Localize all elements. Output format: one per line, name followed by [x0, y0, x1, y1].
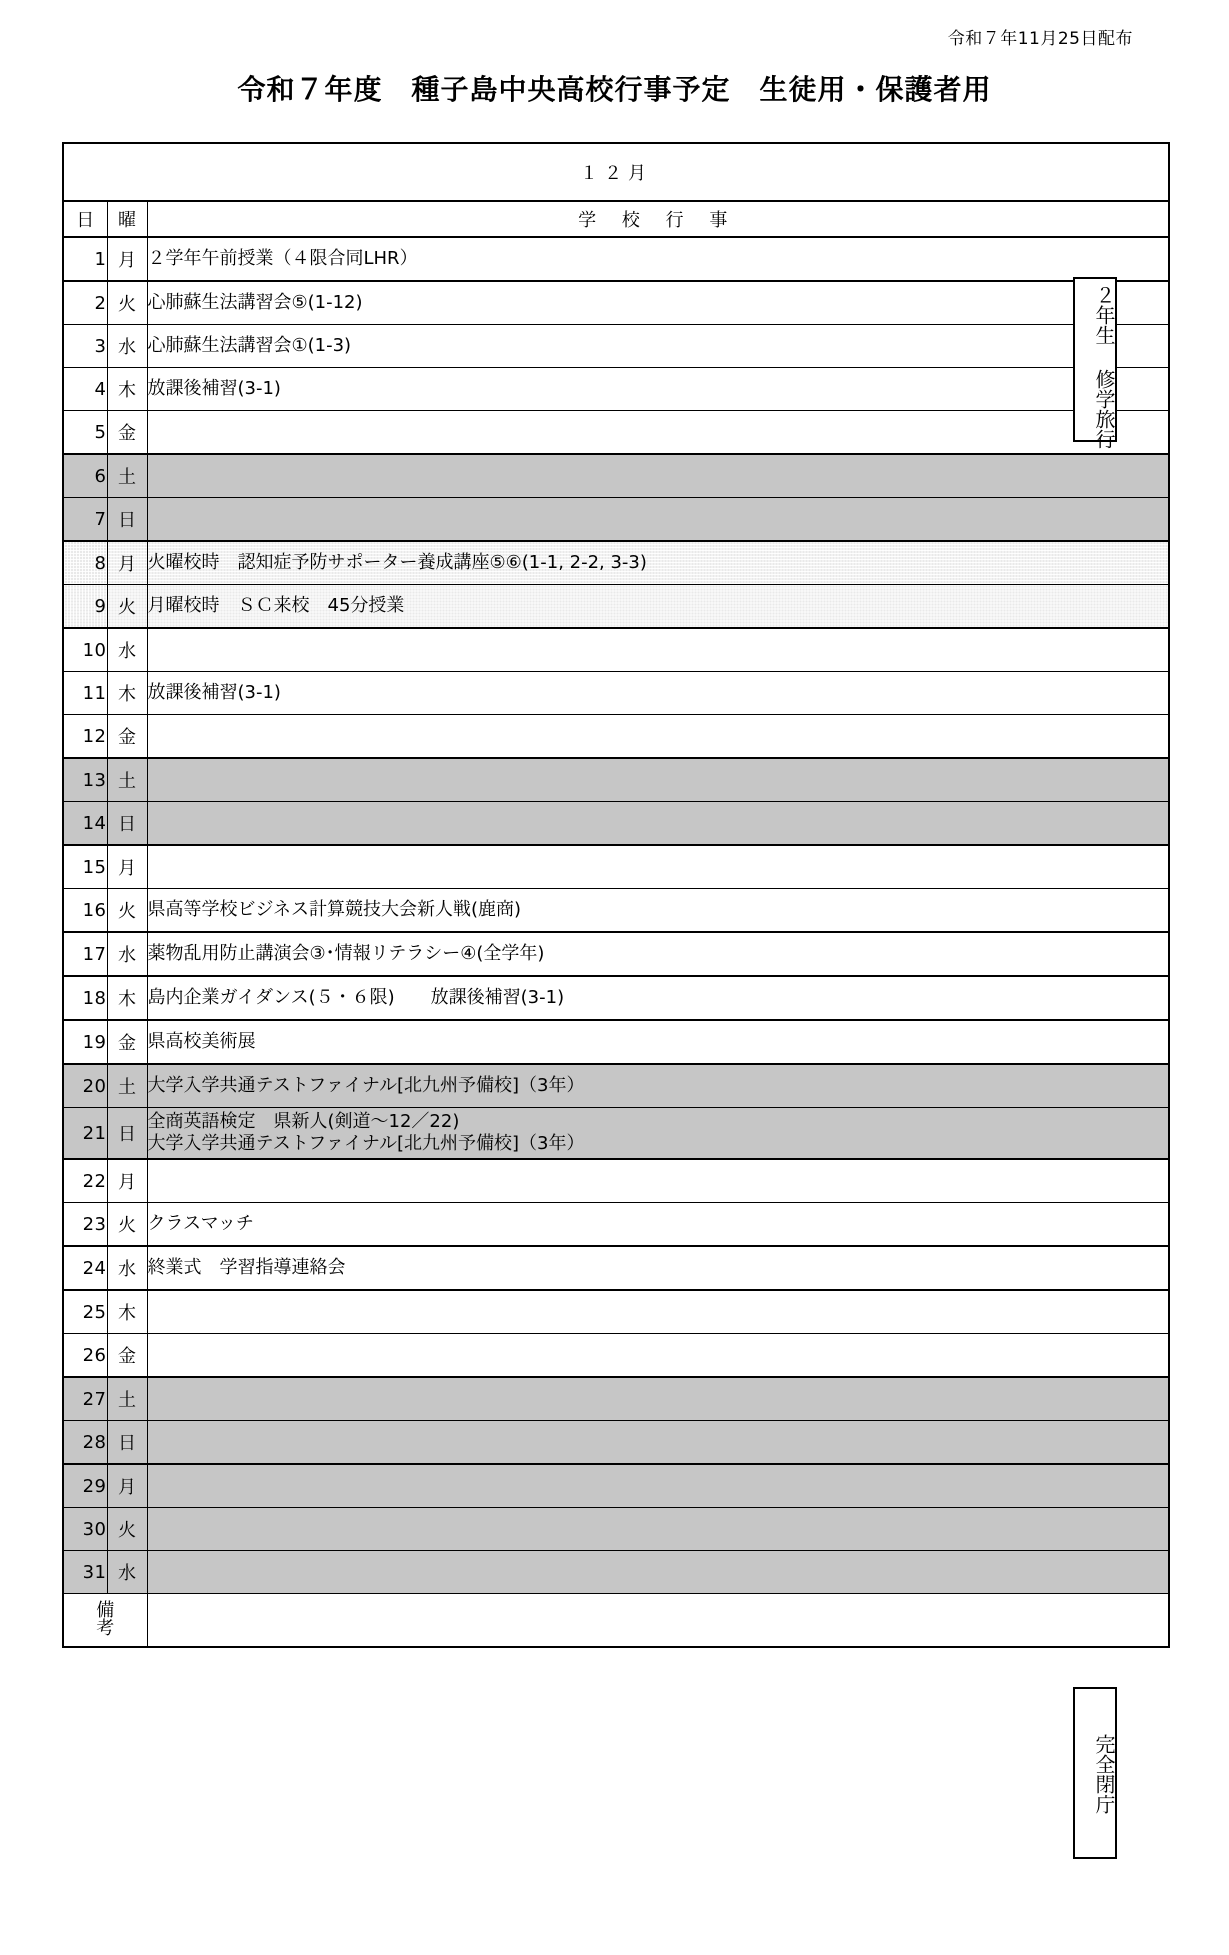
- calendar-row: [63, 845, 1169, 889]
- event-text[interactable]: 放課後補習(3-1): [147, 368, 1169, 411]
- day-of-week: 日: [107, 1108, 147, 1160]
- day-of-week: 月: [107, 1159, 147, 1203]
- day-number: 8: [63, 541, 107, 585]
- calendar-row: [63, 325, 1169, 368]
- calendar-row: [63, 758, 1169, 802]
- calendar-row: [63, 585, 1169, 629]
- day-number: 10: [63, 628, 107, 672]
- event-text[interactable]: 心肺蘇生法講習会①(1-3): [147, 325, 1169, 368]
- day-of-week: 日: [107, 802, 147, 846]
- event-cell[interactable]: [147, 1108, 1169, 1160]
- school-event-calendar-table: [62, 142, 1170, 1648]
- event-text[interactable]: 火曜校時 認知症予防サポーター養成講座⑤⑥(1-1, 2-2, 3-3): [147, 541, 1169, 585]
- issue-date: 令和７年11月25日配布: [947, 29, 1133, 49]
- day-of-week: 日: [107, 498, 147, 542]
- month-header-row: [63, 143, 1169, 201]
- day-of-week: 月: [107, 1464, 147, 1508]
- event-text[interactable]: 大学入学共通テストファイナル[北九州予備校]（3年）: [147, 1064, 1169, 1108]
- day-number: 14: [63, 802, 107, 846]
- day-number: 19: [63, 1020, 107, 1064]
- event-text[interactable]: 放課後補習(3-1): [147, 672, 1169, 715]
- day-number: 7: [63, 498, 107, 542]
- event-text[interactable]: 月曜校時 ＳＣ来校 45分授業: [147, 585, 1169, 629]
- event-text-line1: 全商英語検定 県新人(剣道〜12／22): [147, 1111, 460, 1133]
- event-text[interactable]: [147, 628, 1169, 672]
- day-of-week: 水: [107, 932, 147, 976]
- calendar-row: [63, 628, 1169, 672]
- day-of-week: 金: [107, 1020, 147, 1064]
- day-number: 6: [63, 454, 107, 498]
- day-of-week: 土: [107, 1064, 147, 1108]
- event-text[interactable]: [147, 1551, 1169, 1594]
- calendar-row: [63, 237, 1169, 281]
- event-text[interactable]: [147, 1334, 1169, 1378]
- calendar-row: [63, 1508, 1169, 1551]
- day-number: 12: [63, 715, 107, 759]
- day-number: 9: [63, 585, 107, 629]
- day-number: 29: [63, 1464, 107, 1508]
- calendar-row: [63, 1334, 1169, 1378]
- event-text[interactable]: [147, 845, 1169, 889]
- calendar-row: [63, 932, 1169, 976]
- event-text[interactable]: [147, 1290, 1169, 1334]
- day-of-week: 月: [107, 237, 147, 281]
- day-number: 22: [63, 1159, 107, 1203]
- event-text[interactable]: 薬物乱用防止講演会③･情報リテラシー④(全学年): [147, 932, 1169, 976]
- note-office-closed: 完全閉庁: [1073, 1687, 1117, 1859]
- event-text[interactable]: 心肺蘇生法講習会⑤(1-12): [147, 281, 1169, 325]
- day-number: 26: [63, 1334, 107, 1378]
- day-of-week: 月: [107, 541, 147, 585]
- column-header-dow: 曜: [107, 201, 147, 237]
- event-text[interactable]: 島内企業ガイダンス(５・６限) 放課後補習(3-1): [147, 976, 1169, 1020]
- day-of-week: 金: [107, 715, 147, 759]
- calendar-row: [63, 976, 1169, 1020]
- day-number: 3: [63, 325, 107, 368]
- calendar-row: [63, 1464, 1169, 1508]
- day-of-week: 火: [107, 1203, 147, 1247]
- remarks-label-char: 備: [96, 1600, 115, 1621]
- event-text[interactable]: [147, 411, 1169, 455]
- day-of-week: 月: [107, 845, 147, 889]
- day-of-week: 金: [107, 411, 147, 455]
- day-of-week: 水: [107, 325, 147, 368]
- event-text[interactable]: ２学年午前授業（４限合同LHR）: [147, 237, 1169, 281]
- calendar-row: [63, 1246, 1169, 1290]
- event-text[interactable]: 県高等学校ビジネス計算競技大会新人戦(鹿商): [147, 889, 1169, 933]
- day-of-week: 土: [107, 1377, 147, 1421]
- event-text[interactable]: [147, 454, 1169, 498]
- calendar-row: [63, 1020, 1169, 1064]
- month-label: １２月: [63, 143, 1169, 201]
- day-of-week: 火: [107, 1508, 147, 1551]
- page-title: 令和７年度 種子島中央高校行事予定 生徒用・保護者用: [237, 73, 992, 106]
- event-text-line2: 大学入学共通テストファイナル[北九州予備校]（3年）: [147, 1133, 585, 1154]
- calendar-row: [63, 1159, 1169, 1203]
- event-text[interactable]: [147, 498, 1169, 542]
- day-number: 23: [63, 1203, 107, 1247]
- event-text[interactable]: クラスマッチ: [147, 1203, 1169, 1247]
- event-text[interactable]: 終業式 学習指導連絡会: [147, 1246, 1169, 1290]
- calendar-row: [63, 802, 1169, 846]
- day-of-week: 木: [107, 368, 147, 411]
- calendar-row: [63, 1108, 1169, 1160]
- day-of-week: 日: [107, 1421, 147, 1465]
- day-number: 30: [63, 1508, 107, 1551]
- day-number: 13: [63, 758, 107, 802]
- day-number: 18: [63, 976, 107, 1020]
- event-text[interactable]: [147, 802, 1169, 846]
- remarks-label-char: 考: [96, 1618, 115, 1639]
- day-number: 16: [63, 889, 107, 933]
- calendar-row: [63, 715, 1169, 759]
- day-of-week: 水: [107, 628, 147, 672]
- day-number: 31: [63, 1551, 107, 1594]
- day-of-week: 火: [107, 889, 147, 933]
- day-of-week: 火: [107, 585, 147, 629]
- day-number: 11: [63, 672, 107, 715]
- day-number: 2: [63, 281, 107, 325]
- day-number: 17: [63, 932, 107, 976]
- day-of-week: 水: [107, 1246, 147, 1290]
- calendar-row: [63, 1203, 1169, 1247]
- calendar-row: [63, 1290, 1169, 1334]
- event-text[interactable]: [147, 1421, 1169, 1465]
- remarks-row: [63, 1594, 1169, 1648]
- calendar-row: [63, 454, 1169, 498]
- calendar-row: [63, 1551, 1169, 1594]
- calendar-row: [63, 1064, 1169, 1108]
- calendar-row: [63, 281, 1169, 325]
- remarks-value[interactable]: [147, 1594, 1169, 1648]
- calendar-row: [63, 411, 1169, 455]
- day-number: 5: [63, 411, 107, 455]
- day-number: 15: [63, 845, 107, 889]
- day-of-week: 木: [107, 1290, 147, 1334]
- day-number: 20: [63, 1064, 107, 1108]
- calendar-row: [63, 368, 1169, 411]
- calendar-row: [63, 1421, 1169, 1465]
- event-text[interactable]: [147, 1464, 1169, 1508]
- note-school-trip: ２年生 修学旅行: [1073, 277, 1117, 442]
- day-number: 25: [63, 1290, 107, 1334]
- day-of-week: 水: [107, 1551, 147, 1594]
- day-of-week: 火: [107, 281, 147, 325]
- day-of-week: 金: [107, 1334, 147, 1378]
- day-number: 27: [63, 1377, 107, 1421]
- calendar-body: [63, 237, 1169, 1594]
- day-of-week: 木: [107, 976, 147, 1020]
- day-number: 4: [63, 368, 107, 411]
- calendar-row: [63, 1377, 1169, 1421]
- day-of-week: 木: [107, 672, 147, 715]
- column-header-day: 日: [63, 201, 107, 237]
- calendar-row: [63, 889, 1169, 933]
- event-text[interactable]: [147, 715, 1169, 759]
- calendar-table-wrap: [62, 142, 1168, 1648]
- day-number: 28: [63, 1421, 107, 1465]
- calendar-row: [63, 672, 1169, 715]
- event-text[interactable]: [147, 1377, 1169, 1421]
- calendar-row: [63, 541, 1169, 585]
- remarks-label: [63, 1594, 147, 1648]
- event-text[interactable]: [147, 758, 1169, 802]
- column-header-row: [63, 201, 1169, 237]
- event-text[interactable]: [147, 1508, 1169, 1551]
- day-number: 24: [63, 1246, 107, 1290]
- column-header-event: 学 校 行 事: [147, 201, 1169, 237]
- event-text[interactable]: 県高校美術展: [147, 1020, 1169, 1064]
- day-of-week: 土: [107, 454, 147, 498]
- day-number: 1: [63, 237, 107, 281]
- day-number: 21: [63, 1108, 107, 1160]
- calendar-row: [63, 498, 1169, 542]
- event-text[interactable]: [147, 1159, 1169, 1203]
- day-of-week: 土: [107, 758, 147, 802]
